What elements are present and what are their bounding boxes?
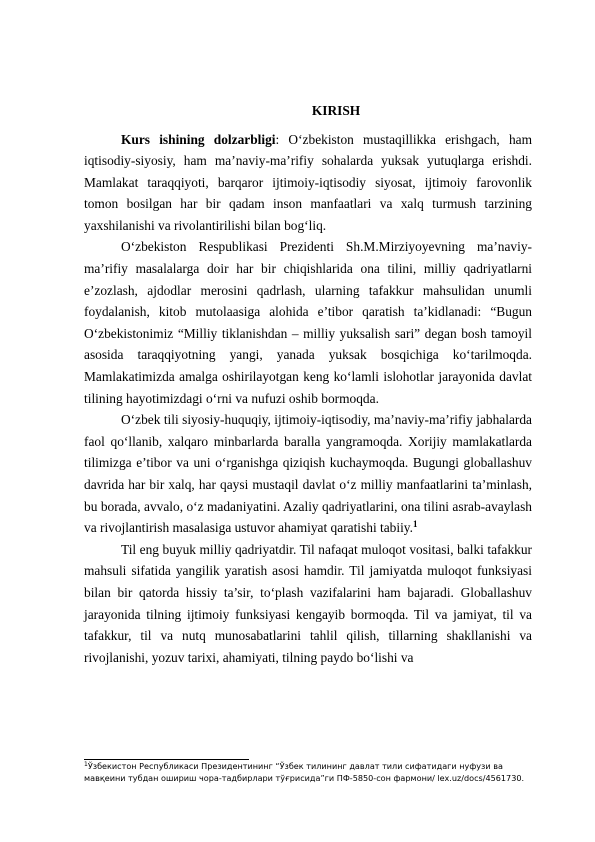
paragraph-text: Til eng buyuk milliy qadriyatdir. Til nafaqat muloqot vositasi, balki tafakkur mahsuli sifatida yangilik yaratish asosi hamdir. Til jamiyatda muloqot funksiyasi bilan bir qatorda hissiy ta’sir, to‘plash vazifalarini ham bajaradi. Globallashuv jarayonida tilning ijtimoiy funksiyasi kengayib bormoqda. Til va jamiyat, til va tafakkur, til va nutq munosabatlarini tahlil qilish, tillarning shakllanishi va rivojlanishi, yozuv tarixi, ahamiyati, tilning paydo bo‘lishi va	[84, 541, 532, 665]
paragraph-relevance	[84, 129, 532, 237]
paragraph-text: O‘zbek tili siyosiy-huquqiy, ijtimoiy-iqtisodiy, ma’naviy-ma’rifiy jabhalarda faol qo‘llanib, xalqaro minbarlarda baralla yangramoqda. Xorijiy mamlakatlarda tilimizga e’tibor va uni o‘rganishga qiziqish kuchaymoqda. Bugungi globallashuv davrida har bir xalq, har qaysi mustaqil davlat o‘z milliy manfaatlarini ta’minlash, bu borada, avvalo, o‘z madaniyatini. Azaliy qadriyatlarini, ona tilini asrab-avaylash va rivojlantirish masalasiga ustuvor ahamiyat qaratishi tabiiy.	[84, 412, 532, 536]
body-text	[84, 129, 532, 669]
footnote-ref[interactable]: 1	[412, 519, 418, 530]
footnote	[84, 760, 544, 784]
footnote-number: 1	[84, 761, 88, 768]
paragraph-president	[84, 236, 532, 409]
relevance-lead: Kurs ishining dolzarbligi	[121, 131, 276, 147]
paragraph-uzbek-language	[84, 409, 532, 539]
paragraph-language-value	[84, 539, 532, 669]
footnote-text: Ўзбекистон Республикаси Президентининг “Ўзбек тилининг давлат тили сифатидаги нуфузи ва мавқеини тубдан ошириш чора-тадбирлари тўғрисида”ги ПФ-5850-сон фармони/ lex.uz/docs/4561730.	[84, 761, 525, 784]
paragraph-text: O‘zbekiston Respublikasi Prezidenti Sh.M.Mirziyoyevning ma’naviy-ma’rifiy masalalarga doir har bir chiqishlarida ona tilini, milliy qadriyatlarni e’zozlash, ajdodlar merosini qadrlash, ularning tafakkur mahsulidan unumli foydalanish, kitob mutolaasiga alohida e’tibor qaratish ta’kidlanadi: “Bugun O‘zbekistonimiz “Milliy tiklanishdan – milliy yuksalish sari” degan bosh tamoyil asosida taraqqiyotning yangi, yanada yuksak bosqichiga ko‘tarilmoqda. Mamlakatimizda amalga oshirilayotgan keng ko‘lamli islohotlar jarayonida davlat tilining hayotimizdagi o‘rni va nufuzi oshib bormoqda.	[84, 239, 532, 406]
page-title: KIRISH	[311, 103, 361, 118]
paragraph-text: : O‘zbekiston mustaqillikka erishgach, ham iqtisodiy-siyosiy, ham ma’naviy-ma’rifiy sohalarda yuksak yutuqlarga erishdi. Mamlakat taraqqiyoti, barqaror ijtimoiy-iqtisodiy siyosat, ijtimoiy farovonlik tomon bosilgan har bir qadam inson manfaatlari va xalq turmush tarzining yaxshilanishi va rivolantirilishi bilan bog‘liq.	[84, 131, 532, 233]
